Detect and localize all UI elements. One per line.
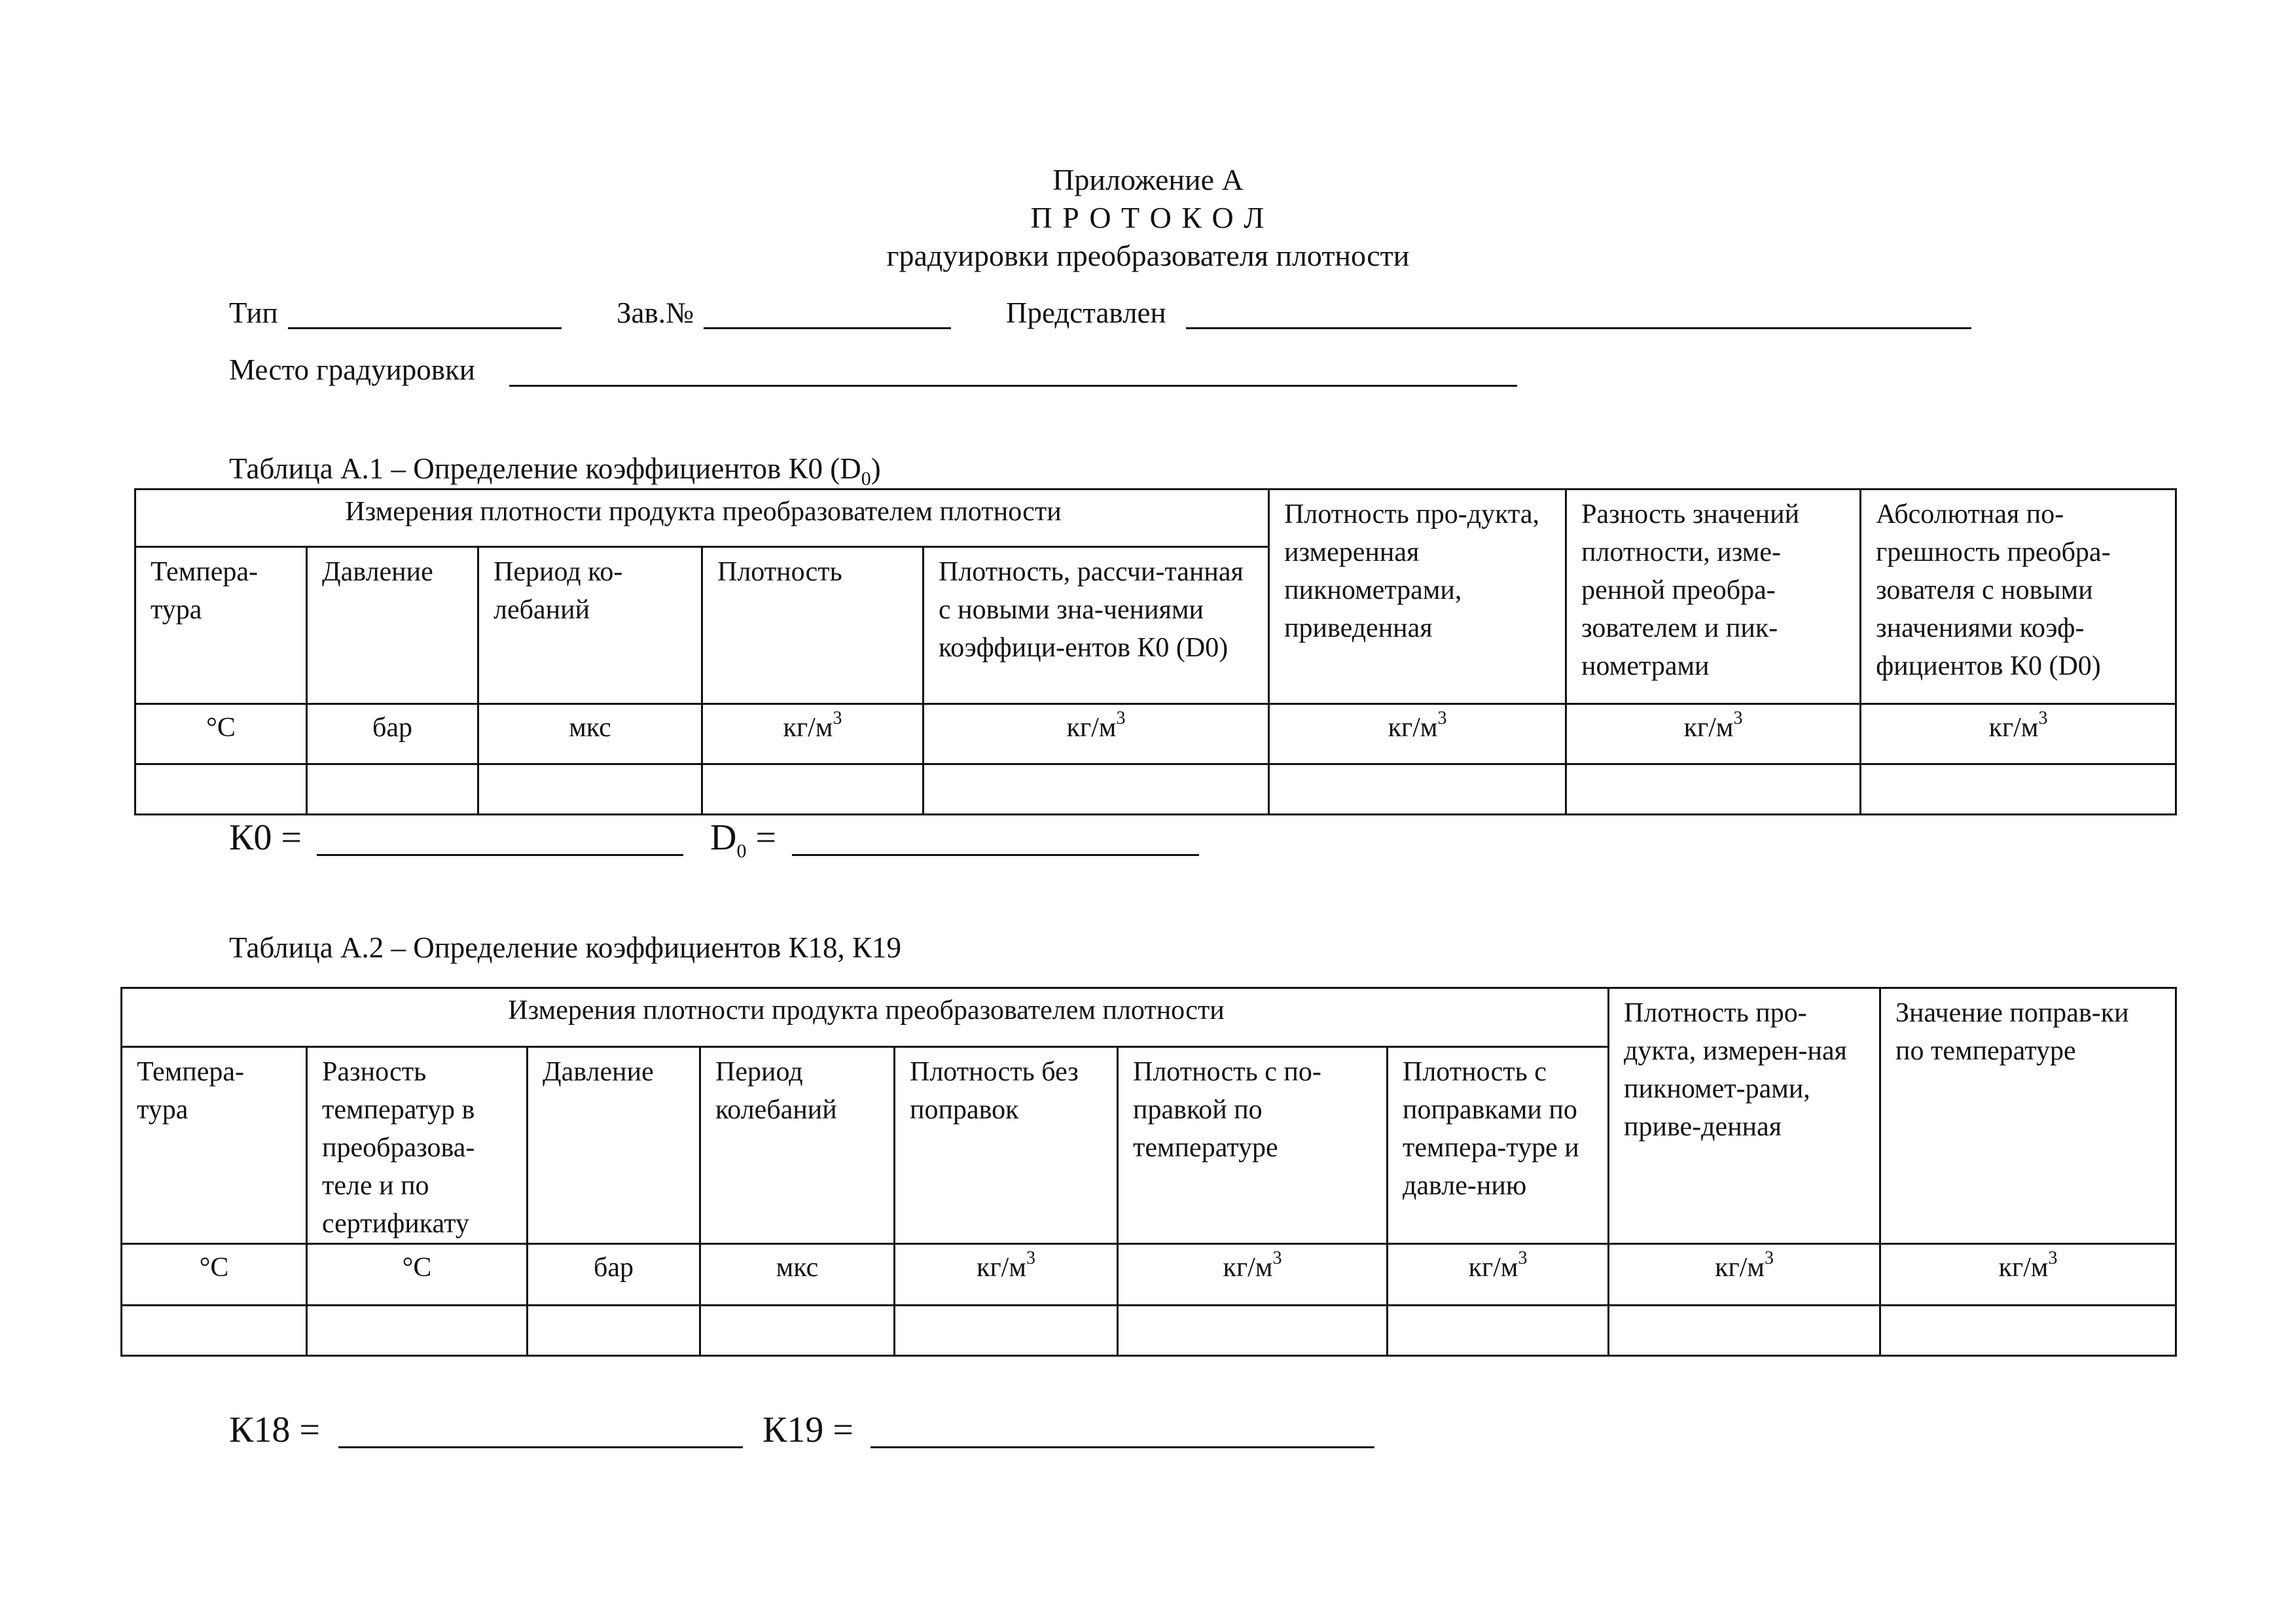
serial-field[interactable]	[704, 327, 951, 329]
table2-caption: Таблица А.2 – Определение коэффициентов К18, К19	[229, 931, 901, 964]
table2-unit-temperature-correction: $кг/м^3$	[1880, 1244, 2176, 1306]
table2-unit-temperature: °С	[122, 1244, 307, 1306]
table2-col-density-raw: Плотность без поправок	[895, 1047, 1118, 1244]
serial-label: Зав.№	[617, 296, 694, 329]
protocol-title: П Р О Т О К О Л	[1030, 201, 1266, 234]
table2-col-temperature: Темпера-тура	[122, 1047, 307, 1244]
table2-col-pycnometer-density: Плотность про-дукта, измерен-ная пикномет-рами, приве-денная	[1609, 988, 1880, 1244]
table2-unit-pressure: бар	[528, 1244, 700, 1306]
table1-cell[interactable]	[702, 764, 924, 815]
k18-field[interactable]	[338, 1446, 743, 1448]
table-a2	[120, 987, 2177, 1357]
table1-group-header: Измерения плотности продукта преобразователем плотности	[135, 490, 1269, 547]
table2-col-density-temp-pressure-corrected: Плотность с поправками по темпера-туре и давле-нию	[1388, 1047, 1609, 1244]
table2-col-pressure: Давление	[528, 1047, 700, 1244]
table1-col-absolute-error: Абсолютная по-грешность преобра-зователя с новыми значениями коэф-фициентов К0 (D0)	[1861, 490, 2176, 704]
table1-col-pressure: Давление	[307, 547, 478, 704]
table1-col-period: Период ко-лебаний	[478, 547, 702, 704]
k19-label: К19 =	[762, 1410, 853, 1450]
table2-unit-density-temp-corrected: $кг/м^3$	[1118, 1244, 1388, 1306]
table1-cell[interactable]	[307, 764, 478, 815]
table1-cell[interactable]	[1269, 764, 1566, 815]
protocol-subtitle: градуировки преобразователя плотности	[886, 239, 1410, 272]
table1-cell[interactable]	[135, 764, 307, 815]
table2-unit-pycnometer-density: $кг/м^3$	[1609, 1244, 1880, 1306]
table1-col-pycnometer-density: Плотность про-дукта, измеренная пикнометрами, приведенная	[1269, 490, 1566, 704]
type-label: Тип	[229, 296, 278, 329]
k0-field[interactable]	[317, 854, 683, 856]
table2-unit-temperature-difference: °С	[307, 1244, 528, 1306]
table2-cell[interactable]	[1880, 1306, 2176, 1356]
table2-cell[interactable]	[1118, 1306, 1388, 1356]
table2-unit-period: мкс	[700, 1244, 895, 1306]
table2-col-period: Период колебаний	[700, 1047, 895, 1244]
table2-cell[interactable]	[528, 1306, 700, 1356]
k18-label: К18 =	[229, 1410, 320, 1450]
table1-unit-pycnometer-density: $кг/м^3$	[1269, 704, 1566, 764]
table1-unit-absolute-error: $кг/м^3$	[1861, 704, 2176, 764]
table1-data-row	[135, 764, 2176, 815]
table1-unit-pressure: бар	[307, 704, 478, 764]
table1-unit-density: $кг/м^3$	[702, 704, 924, 764]
table1-col-density: Плотность	[702, 547, 924, 704]
table2-group-header: Измерения плотности продукта преобразователем плотности	[122, 988, 1609, 1047]
table1-unit-period: мкс	[478, 704, 702, 764]
table2-unit-density-temp-pressure-corrected: $кг/м^3$	[1388, 1244, 1609, 1306]
table2-cell[interactable]	[122, 1306, 307, 1356]
table2-cell[interactable]	[307, 1306, 528, 1356]
table-a1	[134, 488, 2177, 815]
table2-unit-density-raw: $кг/м^3$	[895, 1244, 1118, 1306]
table1-cell[interactable]	[478, 764, 702, 815]
table1-cell[interactable]	[1861, 764, 2176, 815]
table2-cell[interactable]	[1609, 1306, 1880, 1356]
table1-unit-calculated-density: $кг/м^3$	[924, 704, 1269, 764]
table2-col-temperature-correction: Значение поправ-ки по температуре	[1880, 988, 2176, 1244]
table1-col-calculated-density: Плотность, рассчи-танная с новыми зна-чениями коэффици-ентов К0 (D0)	[924, 547, 1269, 704]
table2-cell[interactable]	[895, 1306, 1118, 1356]
place-field[interactable]	[509, 385, 1517, 387]
place-label: Место градуировки	[229, 353, 475, 386]
table2-cell[interactable]	[1388, 1306, 1609, 1356]
d0-field[interactable]	[792, 854, 1199, 856]
table1-col-temperature: Темпера-тура	[135, 547, 307, 704]
table2-col-density-temp-corrected: Плотность с по-правкой по температуре	[1118, 1047, 1388, 1244]
type-field[interactable]	[288, 327, 562, 329]
presented-label: Представлен	[1006, 296, 1166, 329]
table1-cell[interactable]	[1566, 764, 1861, 815]
table2-data-row	[122, 1306, 2176, 1356]
table1-cell[interactable]	[924, 764, 1269, 815]
k0-label: К0 =	[229, 817, 302, 858]
table2-cell[interactable]	[700, 1306, 895, 1356]
k19-field[interactable]	[870, 1446, 1374, 1448]
table2-col-temperature-difference: Разность температур в преобразова-теле и по сертификату	[307, 1047, 528, 1244]
table1-col-density-difference: Разность значений плотности, изме-ренной преобра-зователем и пик-нометрами	[1566, 490, 1861, 704]
appendix-title: Приложение А	[1052, 163, 1244, 196]
table1-caption: Таблица А.1 – Определение коэффициентов К0 $(D_0)$	[229, 452, 881, 490]
table1-unit-temperature: °С	[135, 704, 307, 764]
d0-label: $D_0$ =	[710, 817, 777, 863]
presented-field[interactable]	[1186, 327, 1971, 329]
table1-unit-density-difference: $кг/м^3$	[1566, 704, 1861, 764]
